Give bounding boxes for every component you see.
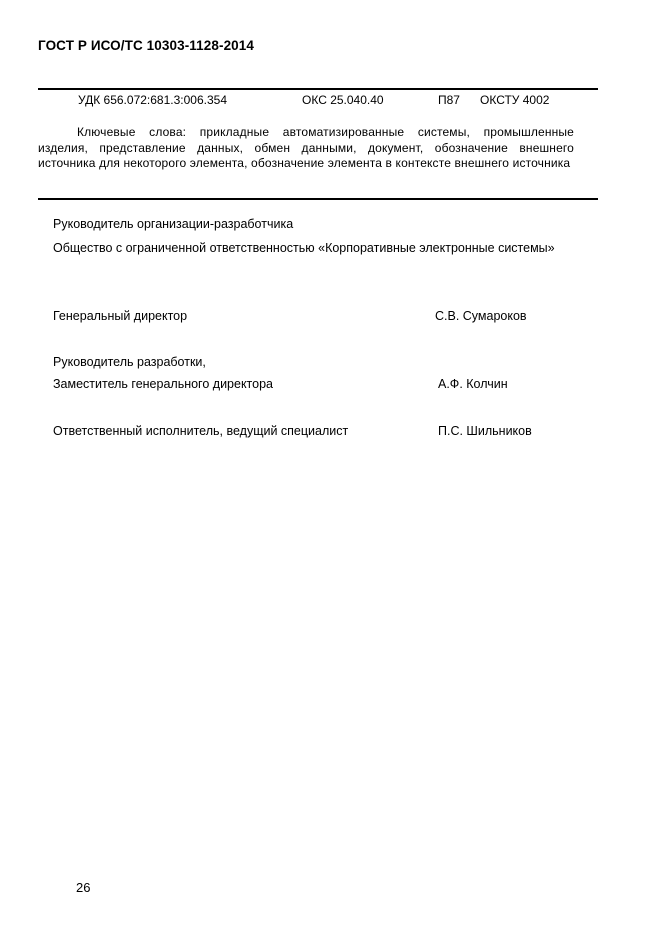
organization-head-label: Руководитель организации-разработчика — [53, 217, 294, 231]
executor-name: П.С. Шильников — [438, 424, 532, 438]
deputy-director-name: А.Ф. Колчин — [438, 377, 508, 391]
page-number: 26 — [76, 880, 91, 895]
general-director-title: Генеральный директор — [53, 309, 188, 323]
deputy-director-title: Заместитель генерального директора — [53, 377, 274, 391]
development-head-label: Руководитель разработки, — [53, 355, 206, 369]
bottom-divider — [38, 198, 598, 200]
top-divider — [38, 88, 598, 90]
keywords-paragraph: Ключевые слова: прикладные автоматизированные системы, промышленные изделия, представление данных, обмен данными, документ, обозначение внешнего источника для некоторого элемента, обозначение элемента в контексте внешнего источника — [38, 125, 574, 170]
okstu-code: ОКСТУ 4002 — [480, 93, 550, 107]
udk-code: УДК 656.072:681.3:006.354 — [78, 93, 227, 107]
executor-title: Ответственный исполнитель, ведущий специалист — [53, 424, 349, 438]
group-code: П87 — [438, 93, 460, 107]
organization-name: Общество с ограниченной ответственностью «Корпоративные электронные системы» — [53, 241, 555, 255]
standard-code-header: ГОСТ Р ИСО/ТС 10303-1128-2014 — [38, 38, 255, 53]
general-director-name: С.В. Сумароков — [435, 309, 527, 323]
oks-code: ОКС 25.040.40 — [302, 93, 384, 107]
